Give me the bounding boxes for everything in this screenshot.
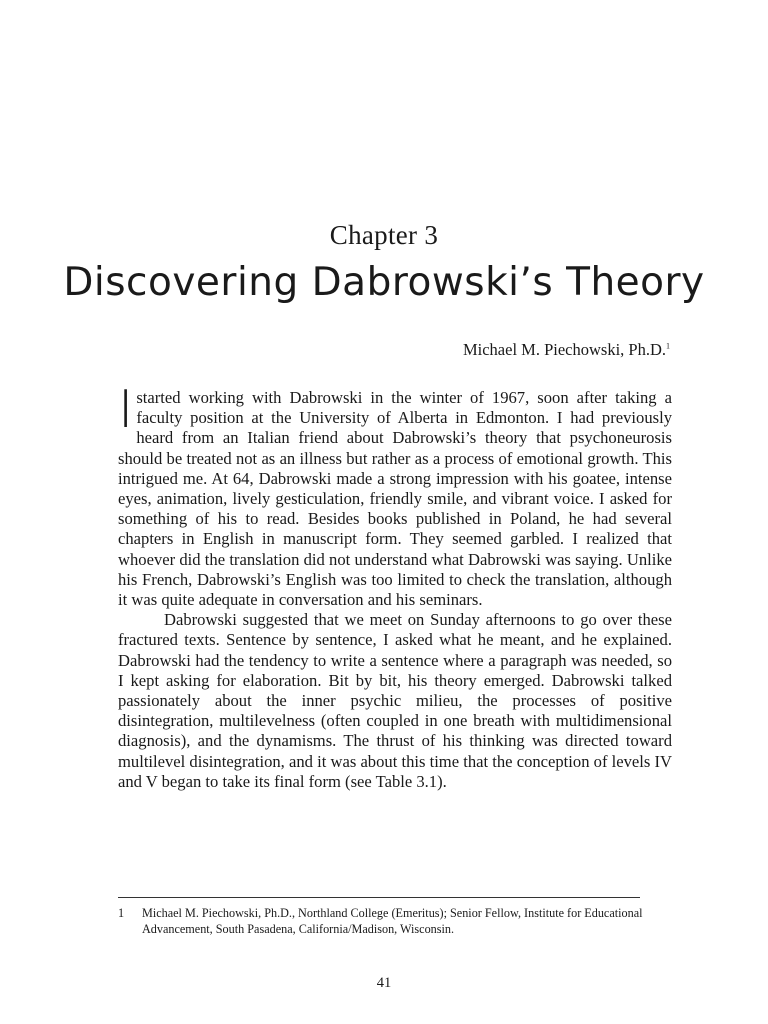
author-line — [463, 340, 670, 360]
drop-cap: I — [118, 380, 134, 440]
footnote-number: 1 — [118, 906, 125, 920]
footnote — [118, 905, 648, 937]
page-number: 41 — [376, 975, 392, 991]
paragraph-2: Dabrowski suggested that we meet on Sunday afternoons to go over these fractured texts. Sentence by sentence, I asked what he meant, and he explained. Dabrowski had the tendency to write a sentence where a paragraph was needed, so I kept asking for elaboration. Bit by bit, his theory emerged. Dabrowski talked passionately about the inner psychic milieu, the processes of positive disintegration, multilevelness (often coupled in one breath with multidimensional diagnosis), and the dynamisms. The thrust of his thinking was directed toward multilevel disintegration, and it was about this time that the conception of levels IV and V began to take its final form (see Table 3.1). — [118, 610, 672, 791]
author-name: Michael M. Piechowski, Ph.D. — [462, 340, 666, 359]
footnote-text: Michael M. Piechowski, Ph.D., Northland College (Emeritus); Senior Fellow, Institute for Educational Advancement, South Pasadena, California/Madison, Wisconsin. — [142, 906, 643, 936]
paragraph-1 — [118, 380, 672, 610]
paragraph-1-text: started working with Dabrowski in the winter of 1967, soon after taking a faculty position at the University of Alberta in Edmonton. I had previously heard from an Italian friend about Dabrowski’s theory that psychoneurosis should be treated not as an illness but rather as a process of emotional growth. This intrigued me. At 64, Dabrowski made a strong impression with his goatee, intense eyes, animation, lively gesticulation, friendly smile, and vibrant voice. I asked for something of his to read. Besides books published in Poland, he had several chapters in English in manuscript form. They seemed garbled. I realized that whoever did the translation did not understand what Dabrowski was saying. Unlike his French, Dabrowski’s English was too limited to check the translation, although it was quite adequate in conversation and his seminars. — [118, 388, 672, 610]
author-footnote-marker: 1 — [666, 341, 670, 351]
footnote-divider — [118, 897, 640, 898]
body-text — [118, 380, 672, 792]
chapter-label: Chapter 3 — [329, 220, 439, 250]
chapter-title: Discovering Dabrowski’s Theory — [63, 260, 705, 305]
